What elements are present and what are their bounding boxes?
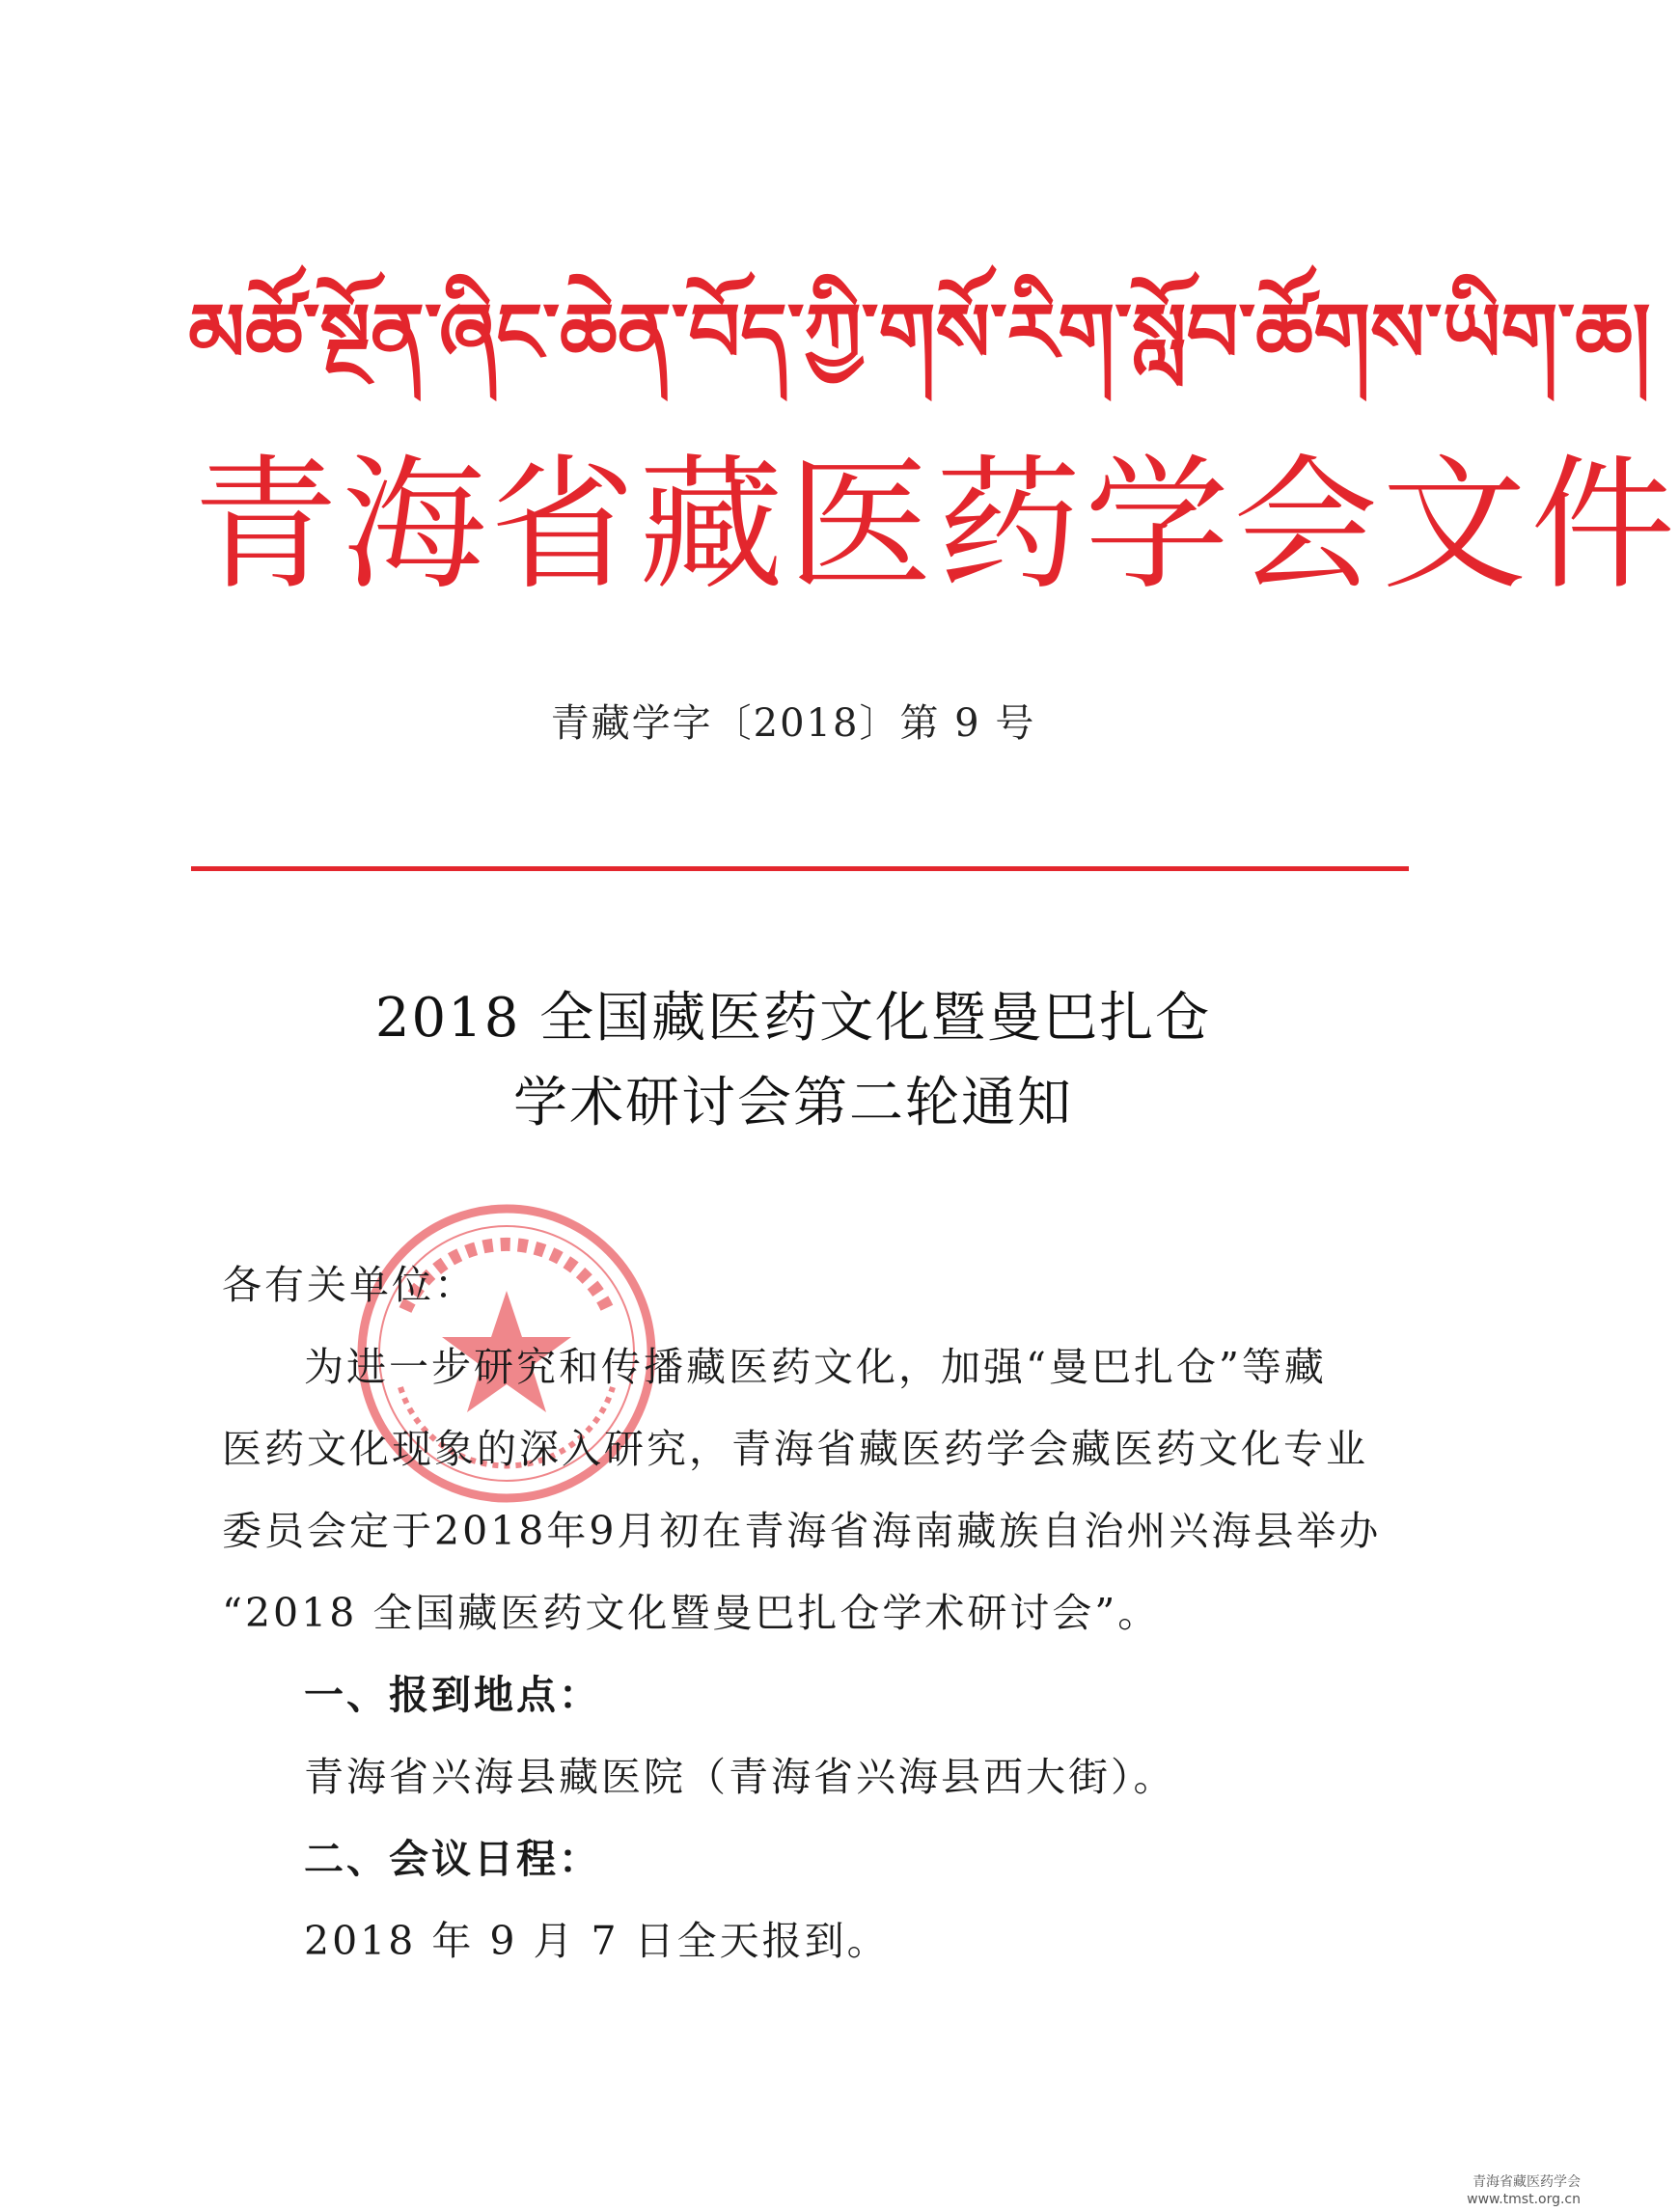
- section-1-text: 青海省兴海县藏医院（青海省兴海县西大街）。: [304, 1754, 1176, 1800]
- watermark-line-2: www.tmst.org.cn: [1467, 2192, 1581, 2207]
- watermark-line-1: 青海省藏医药学会: [1473, 2174, 1581, 2190]
- paragraph-1-line-3: 委员会定于2018年9月初在青海省海南藏族自治州兴海县举办: [222, 1508, 1382, 1554]
- notice-title-line-1: 2018 全国藏医药文化暨曼巴扎仓: [374, 987, 1212, 1050]
- paragraph-1-line-2: 医药文化现象的深入研究，青海省藏医药学会藏医药文化专业: [222, 1426, 1368, 1472]
- section-1-heading: 一、报到地点：: [304, 1672, 601, 1718]
- watermark: [1467, 2173, 1581, 2208]
- paragraph-1-line-4: “2018 全国藏医药文化暨曼巴扎仓学术研讨会”。: [222, 1590, 1161, 1636]
- paragraph-1-line-1: 为进一步研究和传播藏医药文化，加强“曼巴扎仓”等藏: [304, 1344, 1327, 1390]
- section-2-text: 2018 年 9 月 7 日全天报到。: [304, 1918, 890, 1964]
- red-divider-line: [191, 866, 1409, 871]
- document-number: 青藏学字〔2018〕第 9 号: [550, 701, 1036, 746]
- notice-body: [222, 1244, 1380, 1982]
- section-2-heading: 二、会议日程：: [304, 1836, 601, 1882]
- notice-title-line-2: 学术研讨会第二轮通知: [513, 1072, 1073, 1134]
- notice-title: [0, 976, 1586, 1146]
- salutation: 各有关单位：: [222, 1262, 477, 1308]
- tibetan-org-title: མཚོ་སྔོན་ཞིང་ཆེན་བོད་ཀྱི་གསོ་རིག་སློབ་ཚོགས་ཡིག་ཆ།: [188, 286, 1651, 380]
- org-title: 青海省藏医药学会文件: [193, 442, 1679, 610]
